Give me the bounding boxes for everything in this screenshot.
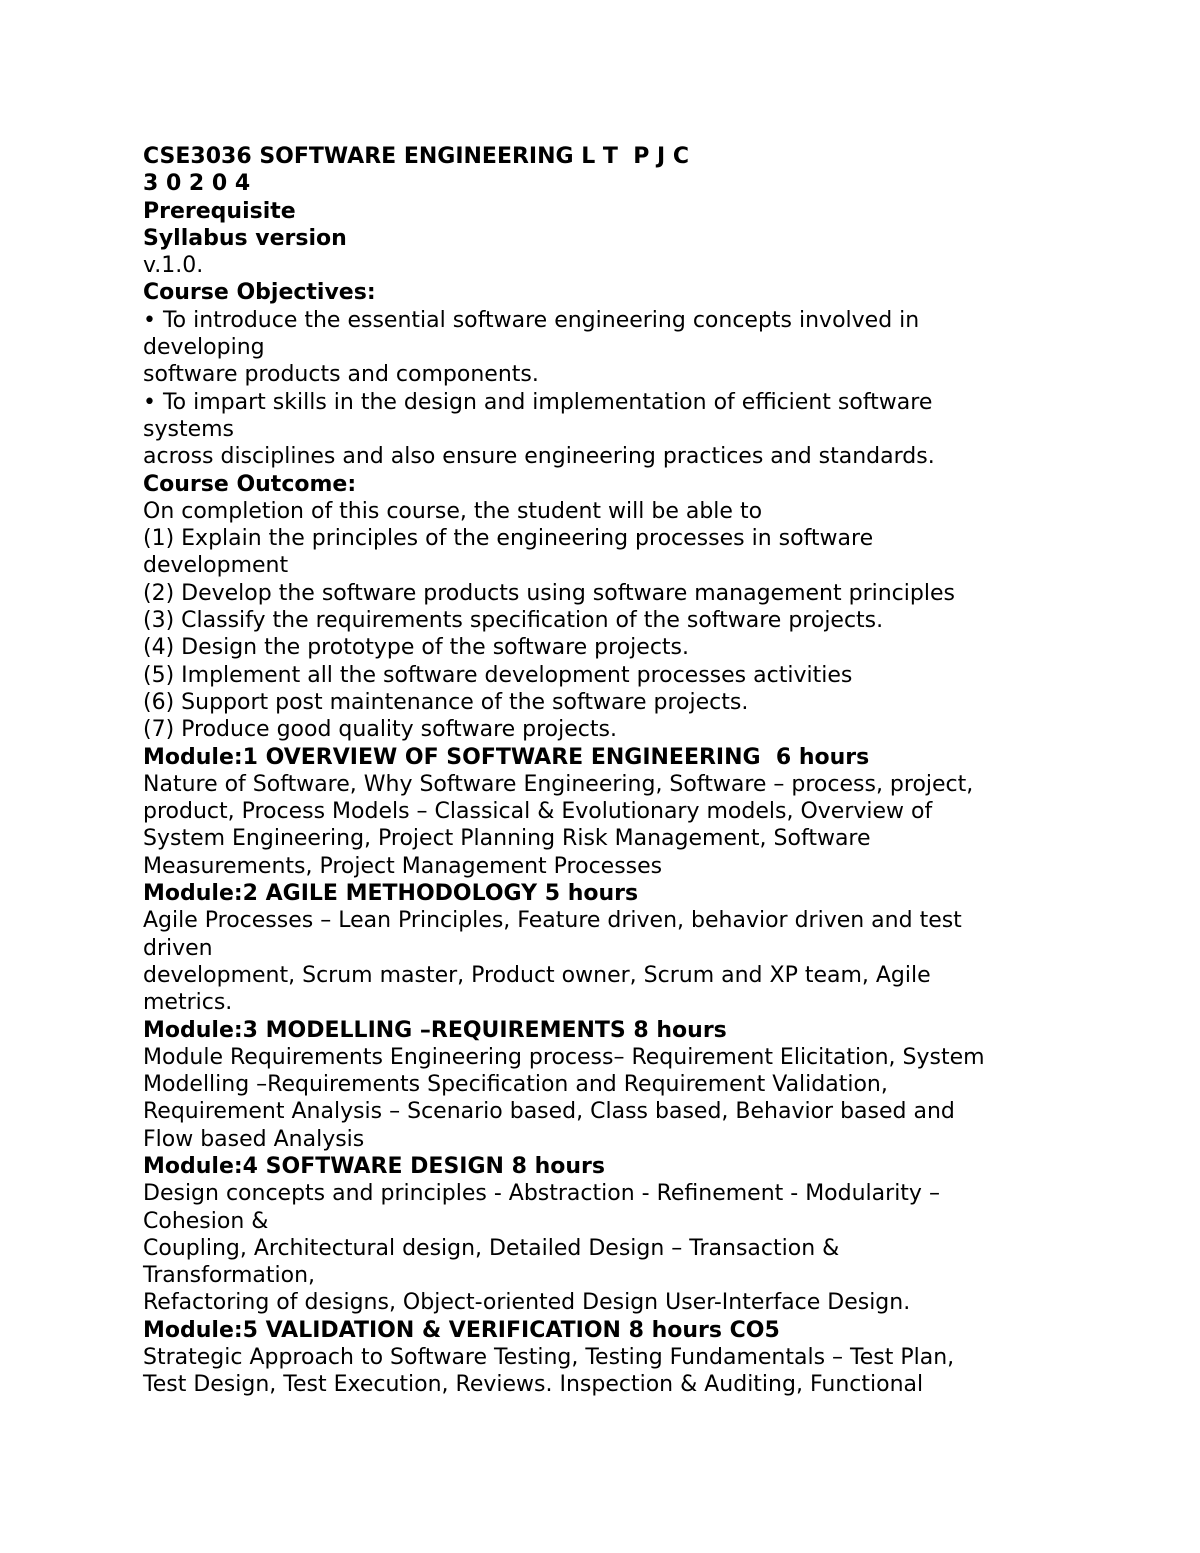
document-heading-line: Module:2 AGILE METHODOLOGY 5 hours (143, 881, 639, 907)
document-text-line: • To introduce the essential software engineering concepts involved in (143, 307, 920, 333)
document-text-line: development (143, 553, 289, 579)
document-heading-line: Module:5 VALIDATION & VERIFICATION 8 hours CO5 (143, 1317, 780, 1343)
document-text-line: (6) Support post maintenance of the software projects. (143, 689, 749, 715)
document-text-line: (7) Produce good quality software projects. (143, 717, 617, 743)
document-heading-line: 3 0 2 0 4 (143, 171, 251, 197)
document-text-line: • To impart skills in the design and implementation of efficient software (143, 389, 933, 415)
document-text-line: Refactoring of designs, Object-oriented Design User-Interface Design. (143, 1290, 911, 1316)
document-text-line: (4) Design the prototype of the software projects. (143, 635, 689, 661)
document-text-line: Strategic Approach to Software Testing, Testing Fundamentals – Test Plan, (143, 1345, 955, 1371)
document-text-line: Measurements, Project Management Processes (143, 853, 663, 879)
document-text-line: across disciplines and also ensure engineering practices and standards. (143, 444, 935, 470)
document-text-line: Nature of Software, Why Software Engineering, Software – process, project, (143, 771, 974, 797)
document-text-line: System Engineering, Project Planning Risk Management, Software (143, 826, 871, 852)
document-text-line: Agile Processes – Lean Principles, Feature driven, behavior driven and test (143, 908, 962, 934)
document-text-line: Coupling, Architectural design, Detailed Design – Transaction & (143, 1235, 840, 1261)
document-heading-line: Module:4 SOFTWARE DESIGN 8 hours (143, 1153, 605, 1179)
document-heading-line: Prerequisite (143, 198, 296, 224)
document-text-line: Design concepts and principles - Abstraction - Refinement - Modularity – (143, 1181, 940, 1207)
document-text-line: Transformation, (143, 1263, 316, 1289)
document-text-line: Requirement Analysis – Scenario based, Class based, Behavior based and (143, 1099, 955, 1125)
document-text-line: Modelling –Requirements Specification and Requirement Validation, (143, 1072, 888, 1098)
document-heading-line: CSE3036 SOFTWARE ENGINEERING L T P J C (143, 144, 690, 169)
document-text-line: Flow based Analysis (143, 1126, 365, 1152)
document-heading-line: Syllabus version (143, 225, 347, 251)
document-text-line: (1) Explain the principles of the engineering processes in software (143, 526, 874, 552)
document-heading-line: Course Outcome: (143, 471, 357, 497)
document-text-line: Module Requirements Engineering process– Requirement Elicitation, System (143, 1044, 985, 1070)
document-text-line: (2) Develop the software products using software management principles (143, 580, 955, 606)
document-text-line: metrics. (143, 990, 233, 1016)
document-heading-line: Course Objectives: (143, 280, 376, 306)
document-text-line: Cohesion & (143, 1208, 269, 1234)
document-text-line: product, Process Models – Classical & Evolutionary models, Overview of (143, 799, 933, 825)
document-text-line: On completion of this course, the student will be able to (143, 498, 763, 524)
document-text-line: (5) Implement all the software development processes activities (143, 662, 853, 688)
document-page (143, 143, 1143, 1399)
document-text-line: developing (143, 335, 265, 361)
document-heading-line: Module:3 MODELLING –REQUIREMENTS 8 hours (143, 1017, 727, 1043)
document-text-line: Test Design, Test Execution, Reviews. Inspection & Auditing, Functional (143, 1372, 924, 1398)
document-text-line: (3) Classify the requirements specification of the software projects. (143, 608, 884, 634)
document-text-line: systems (143, 416, 234, 442)
document-text-line: driven (143, 935, 213, 961)
document-heading-line: Module:1 OVERVIEW OF SOFTWARE ENGINEERING 6 hours (143, 744, 870, 770)
document-text-line: v.1.0. (143, 253, 204, 279)
document-text-line: development, Scrum master, Product owner, Scrum and XP team, Agile (143, 962, 931, 988)
document-text-line: software products and components. (143, 362, 539, 388)
